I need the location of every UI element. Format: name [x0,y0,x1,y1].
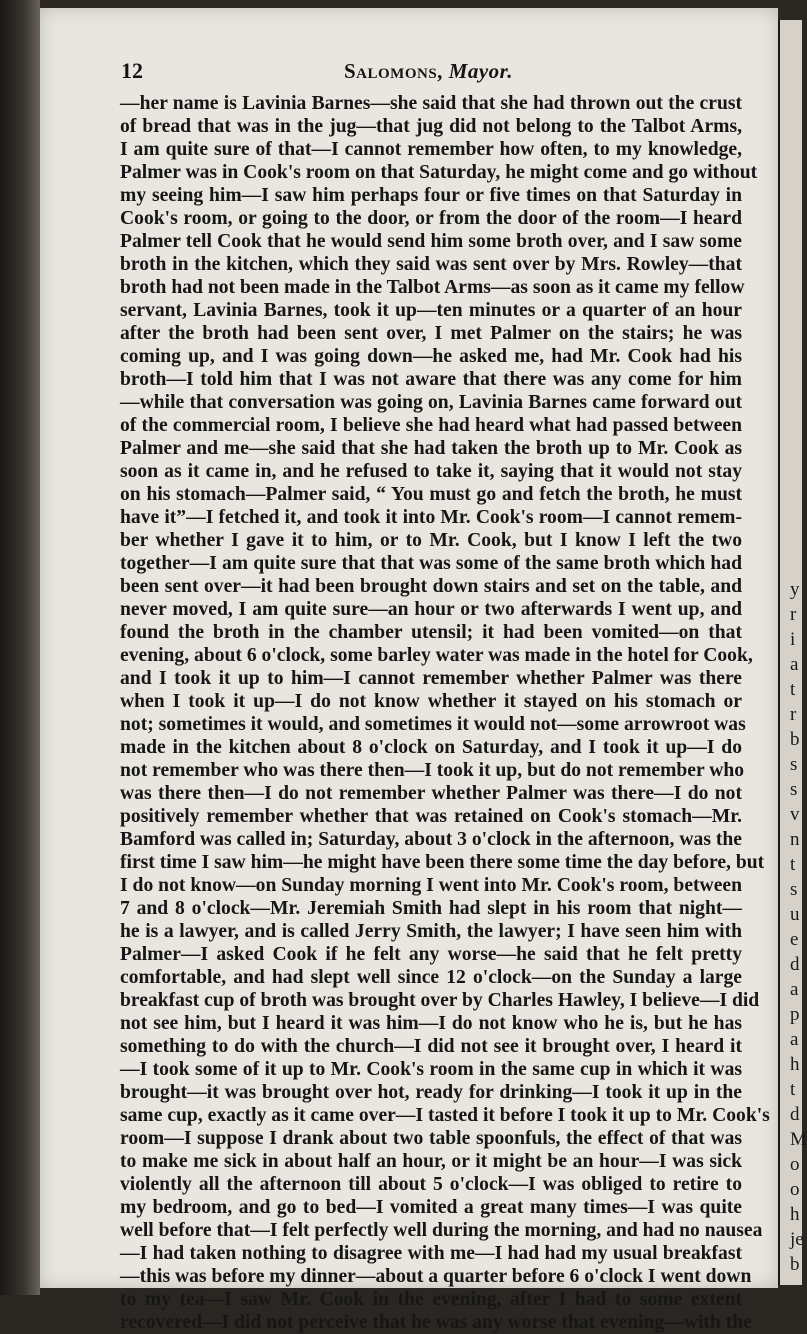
facing-page-fragment: t [790,854,796,875]
facing-page-fragment: t [790,679,796,700]
text-line: violently all the afternoon till about 5 o'clock—I was obliged to retire to [120,1174,742,1195]
text-line: broth—I told him that I was not aware that there was any come for him [120,369,742,390]
text-line: —I took some of it up to Mr. Cook's room in the same cup in which it was [120,1059,742,1080]
text-line: recovered—I did not perceive that he was any worse that evening—with the [120,1312,752,1333]
running-head-name: Salomons, [344,59,443,83]
facing-page-fragment: s [790,754,798,775]
text-line: comfortable, and had slept well since 12 o'clock—on the Sunday a large [120,967,742,988]
facing-page-fragment: o [790,1179,800,1200]
facing-page-fragment: b [790,1254,800,1275]
text-line: room—I suppose I drank about two table spoonfuls, the effect of that was [120,1128,742,1149]
facing-page-fragment: s [790,779,798,800]
testimony-text [120,92,770,1334]
text-line: ber whether I gave it to him, or to Mr. Cook, but I know I left the two [120,530,742,551]
facing-page-fragment: r [790,604,797,625]
book-gutter [0,0,40,1295]
text-line: brought—it was brought over hot, ready for drinking—I took it up in the [120,1082,742,1103]
text-line: Bamford was called in; Saturday, about 3 o'clock in the afternoon, was the [120,829,742,850]
text-line: Palmer and me—she said that she had taken the broth up to Mr. Cook as [120,438,742,459]
text-line: Palmer tell Cook that he would send him some broth over, and I saw some [120,231,742,252]
text-line: to my tea—I saw Mr. Cook in the evening, after I had to some extent [120,1289,742,1310]
text-line: I am quite sure of that—I cannot remember how often, to my knowledge, [120,139,742,160]
text-line: on his stomach—Palmer said, “ You must go and fetch the broth, he must [120,484,742,505]
running-head [344,59,513,84]
text-line: never moved, I am quite sure—an hour or two afterwards I went up, and [120,599,742,620]
text-line: not remember who was there then—I took it up, but do not remember who [120,760,745,781]
facing-page-fragment: o [790,1154,800,1175]
page-header [76,56,746,86]
facing-page-fragment: a [790,654,799,675]
facing-page-fragment: p [790,1004,800,1025]
text-line: —I had taken nothing to disagree with me—I had had my usual breakfast [120,1243,742,1264]
facing-page-fragment: y [790,579,800,600]
facing-page-fragment: h [790,1054,800,1075]
text-line: to make me sick in about half an hour, or it might be an hour—I was sick [120,1151,742,1172]
text-line: was there then—I do not remember whether Palmer was there—I do not [120,783,742,804]
text-line: coming up, and I was going down—he asked me, had Mr. Cook had his [120,346,742,367]
facing-page-fragment: s [790,879,798,900]
facing-page-edge [778,20,807,1285]
text-line: of bread that was in the jug—that jug did not belong to the Talbot Arms, [120,116,742,137]
facing-page-fragment: r [790,704,797,725]
text-line: —this was before my dinner—about a quarter before 6 o'clock I went down [120,1266,752,1287]
page-number: 12 [121,58,143,83]
text-line: my seeing him—I saw him perhaps four or five times on that Saturday in [120,185,742,206]
text-line: evening, about 6 o'clock, some barley water was made in the hotel for Cook, [120,645,753,666]
text-line: found the broth in the chamber utensil; it had been vomited—on that [120,622,742,643]
text-line: first time I saw him—he might have been there some time the day before, but [120,852,765,873]
text-line: Palmer—I asked Cook if he felt any worse—he said that he felt pretty [120,944,742,965]
text-line: Cook's room, or going to the door, or from the door of the room—I heard [120,208,742,229]
text-line: not see him, but I heard it was him—I do not know who he is, but he has [120,1013,742,1034]
facing-page-fragment: e [790,929,799,950]
facing-page-fragment: a [790,1029,799,1050]
text-line: I do not know—on Sunday morning I went into Mr. Cook's room, between [120,875,742,896]
text-line: —while that conversation was going on, Lavinia Barnes came forward out [120,392,742,413]
text-line: same cup, exactly as it came over—I tasted it before I took it up to Mr. Cook's [120,1105,770,1126]
facing-page-fragment: h [790,1204,800,1225]
text-line: have it”—I fetched it, and took it into Mr. Cook's room—I cannot remem- [120,507,742,528]
facing-page-fragment: d [790,1104,800,1125]
facing-page-fragment: t [790,1079,796,1100]
facing-page-fragment: n [790,829,800,850]
text-line: my bedroom, and go to bed—I vomited a great many times—I was quite [120,1197,742,1218]
text-line: broth in the kitchen, which they said was sent over by Mrs. Rowley—that [120,254,742,275]
text-line: and I took it up to him—I cannot remember whether Palmer was there [120,668,742,689]
text-line: —her name is Lavinia Barnes—she said that she had thrown out the crust [120,93,742,114]
facing-page-fragment: b [790,729,800,750]
text-line: he is a lawyer, and is called Jerry Smith, the lawyer; I have seen him with [120,921,742,942]
facing-page-fragment: M [790,1129,807,1150]
text-line: soon as it came in, and he refused to take it, saying that it would not stay [120,461,742,482]
text-line: broth had not been made in the Talbot Arms—as soon as it came my fellow [120,277,745,298]
text-line: well before that—I felt perfectly well during the morning, and had no nausea [120,1220,763,1241]
text-line: after the broth had been sent over, I met Palmer on the stairs; he was [120,323,742,344]
text-line: made in the kitchen about 8 o'clock on Saturday, and I took it up—I do [120,737,742,758]
facing-page-fragment: d [790,954,800,975]
text-line: something to do with the church—I did not see it brought over, I heard it [120,1036,742,1057]
text-line: 7 and 8 o'clock—Mr. Jeremiah Smith had slept in his room that night— [120,898,742,919]
text-line: Palmer was in Cook's room on that Saturday, he might come and go without [120,162,758,183]
facing-page-fragment: v [790,804,800,825]
facing-page-fragment: i [790,629,796,650]
text-line: positively remember whether that was retained on Cook's stomach—Mr. [120,806,742,827]
text-line: not; sometimes it would, and sometimes it would not—some arrowroot was [120,714,746,735]
facing-page-fragment: u [790,904,800,925]
facing-page-fragment: je [790,1229,804,1250]
text-line: when I took it up—I do not know whether it stayed on his stomach or [120,691,742,712]
text-line: of the commercial room, I believe she had heard what had passed between [120,415,742,436]
text-line: been sent over—it had been brought down stairs and set on the table, and [120,576,742,597]
running-head-title: Mayor. [448,59,513,83]
text-line: breakfast cup of broth was brought over by Charles Hawley, I believe—I did [120,990,760,1011]
facing-page-fragment: a [790,979,799,1000]
text-line: together—I am quite sure that that was some of the same broth which had [120,553,742,574]
text-line: servant, Lavinia Barnes, took it up—ten minutes or a quarter of an hour [120,300,742,321]
